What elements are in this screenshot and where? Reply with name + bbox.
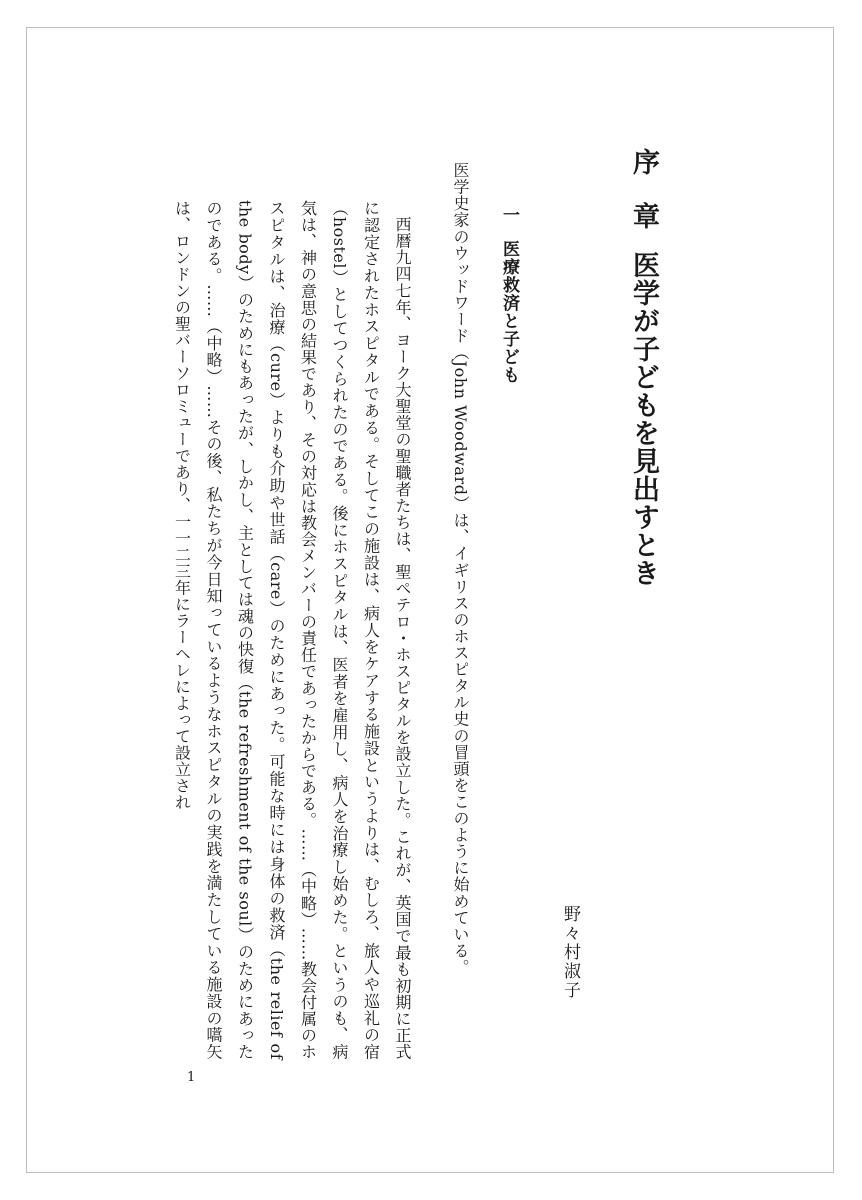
section-heading xyxy=(500,206,517,384)
page-border xyxy=(26,27,834,1173)
page-number: 1 xyxy=(187,1070,196,1085)
chapter-label: 序 章 xyxy=(628,148,659,229)
chapter-heading xyxy=(630,148,657,587)
chapter-title: 医学が子どもを見出すとき xyxy=(628,251,659,587)
author-name: 野々村淑子 xyxy=(560,905,580,1000)
quoted-paragraph: 西暦九四七年、ヨーク大聖堂の聖職者たちは、聖ペテロ・ホスピタルを設立した。これが、英国で最も初期に正式に認定されたホスピタルである。そしてこの施設は、病人をケアする施設というよりは、むしろ、旅人や巡礼の宿（hostel）としてつくられたのである。後にホスピタルは、医者を雇用し、病人を治療し始めた。というのも、病気は、神の意思の結果であり、その対応は教会メンバーの責任であったからである。……（中略）……教会付属のホスピタルは、治療（cure）よりも介助や世話（care）のためにあった。可能な時には身体の救済（the relief of the body）のためにもあったが、しかし、主としては魂の快復（the refreshment of the soul）のためにあったのである。……（中略）……その後、私たちが今日知っているようなホスピタルの実践を満たしている施設の嚆矢は、ロンドンの聖バーソロミューであり、一一二三年にラーヘレによって設立され xyxy=(172,200,412,1060)
section-number: 一 xyxy=(499,206,519,224)
intro-sentence: 医学史家のウッドワード（John Woodward）は、イギリスのホスピタル史の冒頭をこのように始めている。 xyxy=(451,162,470,976)
section-title: 医療救済と子ども xyxy=(499,240,519,384)
